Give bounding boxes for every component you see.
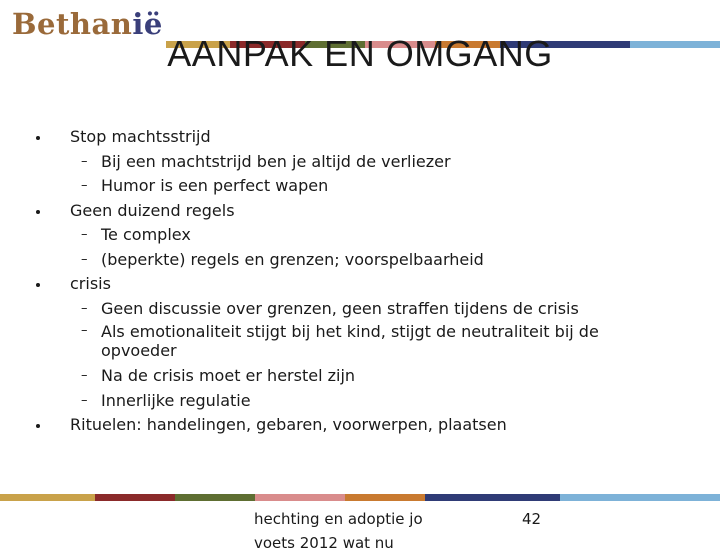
sub-bullet-item [0, 248, 621, 273]
sub-bullet-text: Innerlijke regulatie [101, 390, 251, 410]
sub-bullet-text: (beperkte) regels en grenzen; voorspelbaarheid [101, 249, 484, 269]
sub-bullet-item [0, 174, 621, 199]
color-stripe-segment [255, 494, 345, 501]
page-number: 42 [522, 510, 542, 528]
bullet-item [0, 272, 720, 297]
bullet-text: crisis [70, 274, 111, 293]
color-stripe-segment [0, 494, 95, 501]
sub-bullet-text: Geen discussie over grenzen, geen straffen tijdens de crisis [101, 298, 579, 318]
bullet-item [0, 125, 720, 150]
bullet-text: Stop machtsstrijd [70, 127, 211, 146]
sub-bullet-item [0, 321, 621, 364]
bullet-item [0, 199, 720, 224]
color-stripe-segment [95, 494, 175, 501]
logo-text-part1: Bethan [12, 7, 133, 41]
bullet-dot-icon [36, 210, 40, 214]
sub-bullet-text: Als emotionaliteit stijgt bij het kind, stijgt de neutraliteit bij de opvoeder [101, 322, 599, 360]
bullet-dot-icon [36, 136, 40, 140]
logo-text-part2: ië [132, 7, 163, 41]
sub-bullet-item [0, 297, 621, 322]
dash-icon: – [81, 251, 88, 267]
color-stripe-segment [345, 494, 425, 501]
slide-content [0, 125, 720, 438]
sub-bullet-text: Humor is een perfect wapen [101, 176, 329, 195]
footer-text-line2: voets 2012 wat nu [254, 534, 394, 552]
dash-icon: – [81, 368, 88, 383]
footer-text [254, 507, 454, 555]
dash-icon: – [81, 178, 88, 193]
dash-icon: – [81, 300, 88, 316]
bullet-text: Geen duizend regels [70, 200, 235, 220]
color-stripe-segment [560, 494, 720, 501]
sub-bullet-text: Te complex [101, 225, 191, 244]
sub-bullet-item [0, 223, 621, 248]
sub-bullet-text: Na de crisis moet er herstel zijn [101, 366, 356, 385]
dash-icon: – [81, 392, 88, 408]
slide-title: AANPAK EN OMGANG [167, 33, 553, 74]
sub-bullet-item [0, 150, 621, 175]
bullet-item [0, 413, 720, 438]
bullet-text: Rituelen: handelingen, gebaren, voorwerpen, plaatsen [70, 415, 507, 434]
dash-icon: – [81, 323, 88, 338]
bullet-dot-icon [36, 424, 40, 428]
sub-bullet-text: Bij een machtstrijd ben je altijd de verliezer [101, 151, 451, 171]
sub-bullet-item [0, 389, 621, 414]
sub-bullet-item [0, 364, 621, 389]
color-stripe-segment [175, 494, 255, 501]
dash-icon: – [81, 227, 88, 242]
dash-icon: – [81, 153, 88, 169]
bullet-dot-icon [36, 283, 40, 287]
footer-text-line1: hechting en adoptie jo [254, 510, 423, 528]
color-stripe-segment [425, 494, 560, 501]
